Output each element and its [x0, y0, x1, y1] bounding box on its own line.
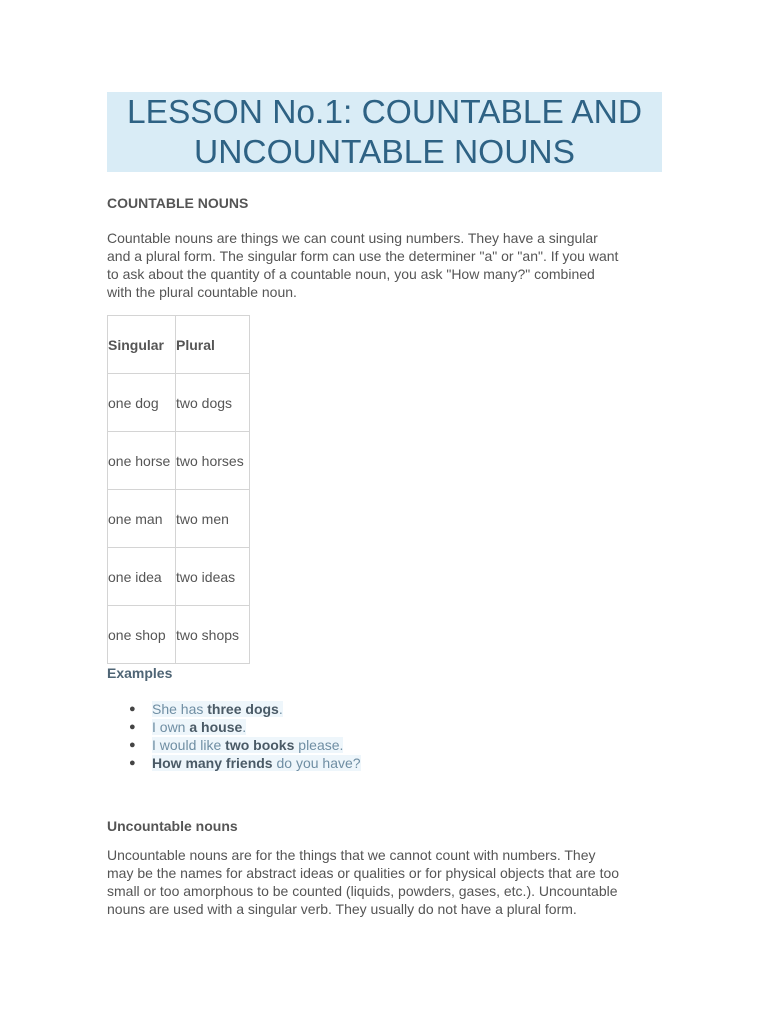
table-header-row [108, 316, 250, 374]
table-cell-plural: two dogs [176, 374, 250, 432]
singular-plural-table [107, 315, 250, 664]
paragraph-line: with the plural countable noun. [107, 284, 297, 300]
example-bold: three dogs [207, 701, 279, 717]
table-row [108, 548, 250, 606]
example-before: I would like [152, 737, 226, 753]
table-cell-plural: two ideas [176, 548, 250, 606]
table-cell-singular: one shop [108, 606, 176, 664]
countable-nouns-paragraph [107, 229, 662, 301]
paragraph-line: to ask about the quantity of a countable noun, you ask "How many?" combined [107, 266, 595, 282]
examples-heading: Examples [107, 665, 173, 681]
table-row [108, 606, 250, 664]
examples-list [107, 700, 361, 772]
example-after: . [278, 701, 283, 717]
example-after: please. [294, 737, 344, 753]
paragraph-line: and a plural form. The singular form can use the determiner "a" or "an". If you want [107, 248, 619, 264]
example-text [152, 701, 283, 717]
table-row [108, 374, 250, 432]
table-header-plural: Plural [176, 316, 250, 374]
example-bold: How many friends [152, 755, 273, 771]
table-cell-plural: two shops [176, 606, 250, 664]
list-item [107, 700, 361, 718]
table-header-singular: Singular [108, 316, 176, 374]
example-text [152, 719, 246, 735]
table-cell-singular: one man [108, 490, 176, 548]
paragraph-line: may be the names for abstract ideas or qualities or for physical objects that are too [107, 865, 620, 881]
paragraph-line: Uncountable nouns are for the things that we cannot count with numbers. They [107, 847, 596, 863]
example-after: do you have? [272, 755, 361, 771]
uncountable-nouns-heading: Uncountable nouns [107, 818, 238, 834]
table-row [108, 490, 250, 548]
countable-nouns-heading: COUNTABLE NOUNS [107, 195, 249, 211]
example-bold: two books [225, 737, 295, 753]
example-text [152, 737, 343, 753]
table-row [108, 432, 250, 490]
lesson-title-box [107, 92, 662, 172]
example-text [152, 755, 361, 771]
list-item [107, 736, 361, 754]
bullet-icon: ● [129, 739, 136, 751]
list-item [107, 754, 361, 772]
example-before: She has [152, 701, 208, 717]
lesson-title-line-1: LESSON No.1: COUNTABLE AND [126, 94, 643, 131]
uncountable-nouns-paragraph [107, 846, 662, 918]
bullet-icon: ● [129, 721, 136, 733]
example-before: I own [152, 719, 190, 735]
list-item [107, 718, 361, 736]
table-cell-plural: two men [176, 490, 250, 548]
paragraph-line: small or too amorphous to be counted (liquids, powders, gases, etc.). Uncountable [107, 883, 618, 899]
paragraph-line: nouns are used with a singular verb. They usually do not have a plural form. [107, 901, 577, 917]
table-cell-singular: one dog [108, 374, 176, 432]
lesson-title-line-2: UNCOUNTABLE NOUNS [194, 134, 575, 171]
bullet-icon: ● [129, 757, 136, 769]
table-cell-singular: one idea [108, 548, 176, 606]
example-bold: a house [189, 719, 243, 735]
example-after: . [242, 719, 247, 735]
table-cell-plural: two horses [176, 432, 250, 490]
paragraph-line: Countable nouns are things we can count using numbers. They have a singular [107, 230, 598, 246]
bullet-icon: ● [129, 703, 136, 715]
table-cell-singular: one horse [108, 432, 176, 490]
